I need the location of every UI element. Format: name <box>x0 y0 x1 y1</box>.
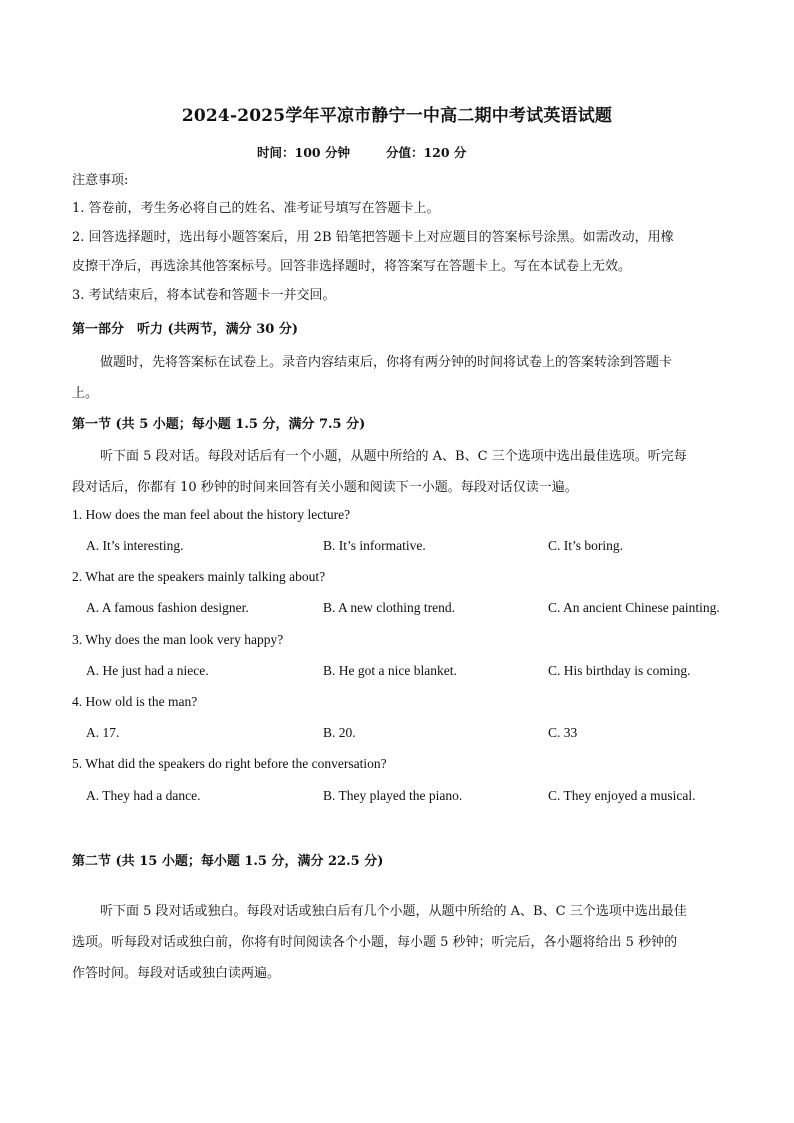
section1-intro-line-2: 段对话后，你都有 10 秒钟的时间来回答有关小题和阅读下一小题。每段对话仅读一遍。 <box>72 480 578 495</box>
question-4-option-c: C. 33 <box>548 725 578 740</box>
question-2-option-b: B. A new clothing trend. <box>323 600 455 615</box>
question-2: 2. What are the speakers mainly talking about? <box>72 569 326 584</box>
question-1: 1. How does the man feel about the history lecture? <box>72 507 351 522</box>
notice-item-2-line-1: 2. 回答选择题时，选出每小题答案后，用 2B 铅笔把答题卡上对应题目的答案标号涂黑。如需改动，用橡 <box>72 230 674 245</box>
question-4: 4. How old is the man? <box>72 694 198 709</box>
section1-intro-line-1: 听下面 5 段对话。每段对话后有一个小题，从题中所给的 A、B、C 三个选项中选出最佳选项。听完每 <box>100 449 687 464</box>
notice-item-2-line-2: 皮擦干净后，再选涂其他答案标号。回答非选择题时，将答案写在答题卡上。写在本试卷上无效。 <box>72 259 632 274</box>
notice-item-3: 3. 考试结束后，将本试卷和答题卡一并交回。 <box>72 288 336 303</box>
section1-heading: 第一节 (共 5 小题；每小题 1.5 分，满分 7.5 分) <box>72 417 366 432</box>
question-2-option-c: C. An ancient Chinese painting. <box>548 600 720 615</box>
question-5-option-a: A. They had a dance. <box>86 788 201 803</box>
section2-intro-line-1: 听下面 5 段对话或独白。每段对话或独白后有几个小题，从题中所给的 A、B、C 三个选项中选出最佳 <box>100 904 687 919</box>
question-3-option-a: A. He just had a niece. <box>86 663 209 678</box>
question-3: 3. Why does the man look very happy? <box>72 632 284 647</box>
section2-intro-line-3: 作答时间。每段对话或独白读两遍。 <box>72 966 281 981</box>
part1-intro-line-1: 做题时，先将答案标在试卷上。录音内容结束后，你将有两分钟的时间将试卷上的答案转涂到答题卡 <box>100 355 673 370</box>
question-4-option-a: A. 17. <box>86 725 120 740</box>
exam-time: 时间：100 分钟 <box>257 145 350 160</box>
question-2-option-a: A. A famous fashion designer. <box>86 600 249 615</box>
exam-score: 分值：120 分 <box>385 145 467 160</box>
section2-intro-line-2: 选项。听每段对话或独白前，你将有时间阅读各个小题，每小题 5 秒钟；听完后，各小题将给出 5 秒钟的 <box>72 935 678 950</box>
part1-intro-line-2: 上。 <box>72 386 99 401</box>
section2-heading: 第二节 (共 15 小题；每小题 1.5 分，满分 22.5 分) <box>72 854 384 869</box>
page-title: 2024-2025学年平凉市静宁一中高二期中考试英语试题 <box>181 106 613 126</box>
question-3-option-c: C. His birthday is coming. <box>548 663 691 678</box>
question-5: 5. What did the speakers do right before the conversation? <box>72 756 387 771</box>
question-5-option-c: C. They enjoyed a musical. <box>548 788 696 803</box>
question-4-option-b: B. 20. <box>323 725 356 740</box>
exam-meta <box>257 143 466 161</box>
question-1-option-c: C. It’s boring. <box>548 538 624 553</box>
question-1-option-b: B. It’s informative. <box>323 538 426 553</box>
notice-heading: 注意事项: <box>72 173 129 188</box>
question-5-option-b: B. They played the piano. <box>323 788 463 803</box>
question-1-option-a: A. It’s interesting. <box>86 538 184 553</box>
notice-item-1: 1. 答卷前，考生务必将自己的姓名、准考证号填写在答题卡上。 <box>72 201 440 216</box>
part1-heading: 第一部分 听力 (共两节，满分 30 分) <box>72 322 298 337</box>
question-3-option-b: B. He got a nice blanket. <box>323 663 457 678</box>
